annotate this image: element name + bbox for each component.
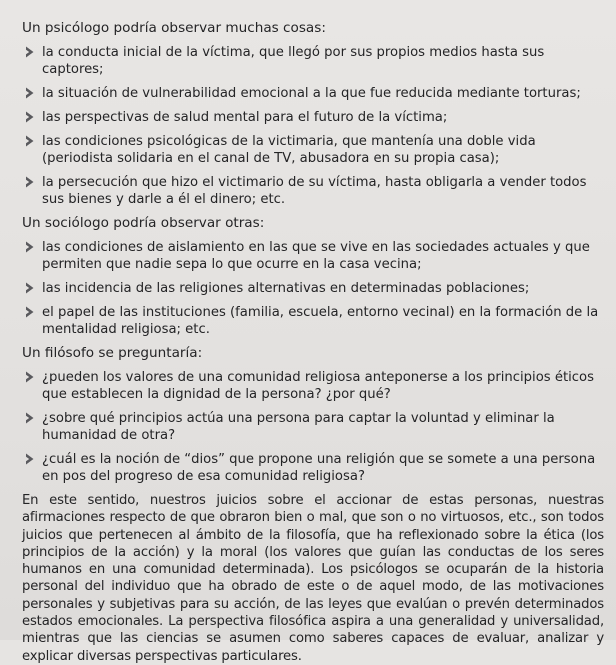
chevron-right-icon (25, 176, 34, 188)
chevron-right-icon (25, 135, 34, 147)
chevron-right-icon (25, 371, 34, 383)
list-item-text: ¿cuál es la noción de “dios” que propone una religión que se somete a una persona en pos del progreso de esa comunidad religiosa? (42, 452, 596, 484)
list-item-text: ¿pueden los valores de una comunidad religiosa anteponerse a los principios éticos que establecen la dignidad de la persona? ¿por qué? (42, 370, 594, 402)
section-heading: Un psicólogo podría observar muchas cosas: (22, 20, 326, 36)
section-heading: Un filósofo se preguntaría: (22, 345, 203, 361)
chevron-right-icon (25, 87, 34, 99)
list-item-text: las incidencia de las religiones alternativas en determinadas poblaciones; (42, 281, 530, 296)
chevron-right-icon (25, 111, 34, 123)
list-item-text: ¿sobre qué principios actúa una persona para captar la voluntad y eliminar la humanidad de otra? (42, 411, 555, 443)
section-heading: Un sociólogo podría observar otras: (22, 215, 265, 231)
list-item (22, 174, 604, 208)
chevron-right-icon (25, 46, 34, 58)
list-item (22, 304, 604, 338)
list-item (22, 133, 604, 167)
list-item-text: la persecución que hizo el victimario de su víctima, hasta obligarla a vender todos sus bienes y darle a él el dinero; etc. (42, 175, 587, 207)
list-item-text: las condiciones psicológicas de la victimaria, que mantenía una doble vida (periodista solidaria en el canal de TV, abusadora en su propia casa); (42, 134, 536, 166)
list-item (22, 239, 604, 273)
list-item (22, 85, 604, 102)
list-item (22, 451, 604, 485)
chevron-right-icon (25, 412, 34, 424)
list-item (22, 410, 604, 444)
list-item (22, 280, 604, 297)
list-item-text: el papel de las instituciones (familia, escuela, entorno vecinal) en la formación de la mentalidad religiosa; etc. (42, 305, 599, 337)
chevron-right-icon (25, 306, 34, 318)
list-item (22, 109, 604, 126)
sociologist-section (22, 215, 604, 338)
philosopher-section (22, 345, 604, 485)
list-item-text: las condiciones de aislamiento en las que se vive en las sociedades actuales y que permiten que nadie sepa lo que ocurre en la casa vecina; (42, 240, 590, 272)
psychologist-section (22, 20, 604, 208)
bullet-list (22, 369, 604, 485)
chevron-right-icon (25, 282, 34, 294)
list-item-text: las perspectivas de salud mental para el futuro de la víctima; (42, 110, 448, 125)
closing-paragraph: En este sentido, nuestros juicios sobre el accionar de estas personas, nuestras afirmaciones respecto de que obraron bien o mal, que son o no virtuosos, etc., son todos juicios que pertenecen al ámbito de la filosofía, que ha reflexionado sobre la ética (los principios de la acción) y la moral (los valores que guían las conductas de los seres humanos en una comunidad determinada). Los psicólogos se ocuparán de la historia personal del individuo que ha obrado de este o de aquel modo, de las motivaciones personales y subjetivas para su acción, de las leyes que evalúan o prevén determinados estados emocionales. La perspectiva filosófica aspira a una generalidad y universalidad, mientras que las ciencias se asumen como saberes capaces de evaluar, analizar y explicar diversas perspectivas particulares. (22, 493, 604, 664)
bullet-list (22, 239, 604, 338)
list-item (22, 44, 604, 78)
chevron-right-icon (25, 453, 34, 465)
bullet-list (22, 44, 604, 208)
chevron-right-icon (25, 241, 34, 253)
list-item-text: la situación de vulnerabilidad emocional a la que fue reducida mediante torturas; (42, 86, 581, 101)
list-item-text: la conducta inicial de la víctima, que llegó por sus propios medios hasta sus captores; (42, 45, 545, 77)
list-item (22, 369, 604, 403)
